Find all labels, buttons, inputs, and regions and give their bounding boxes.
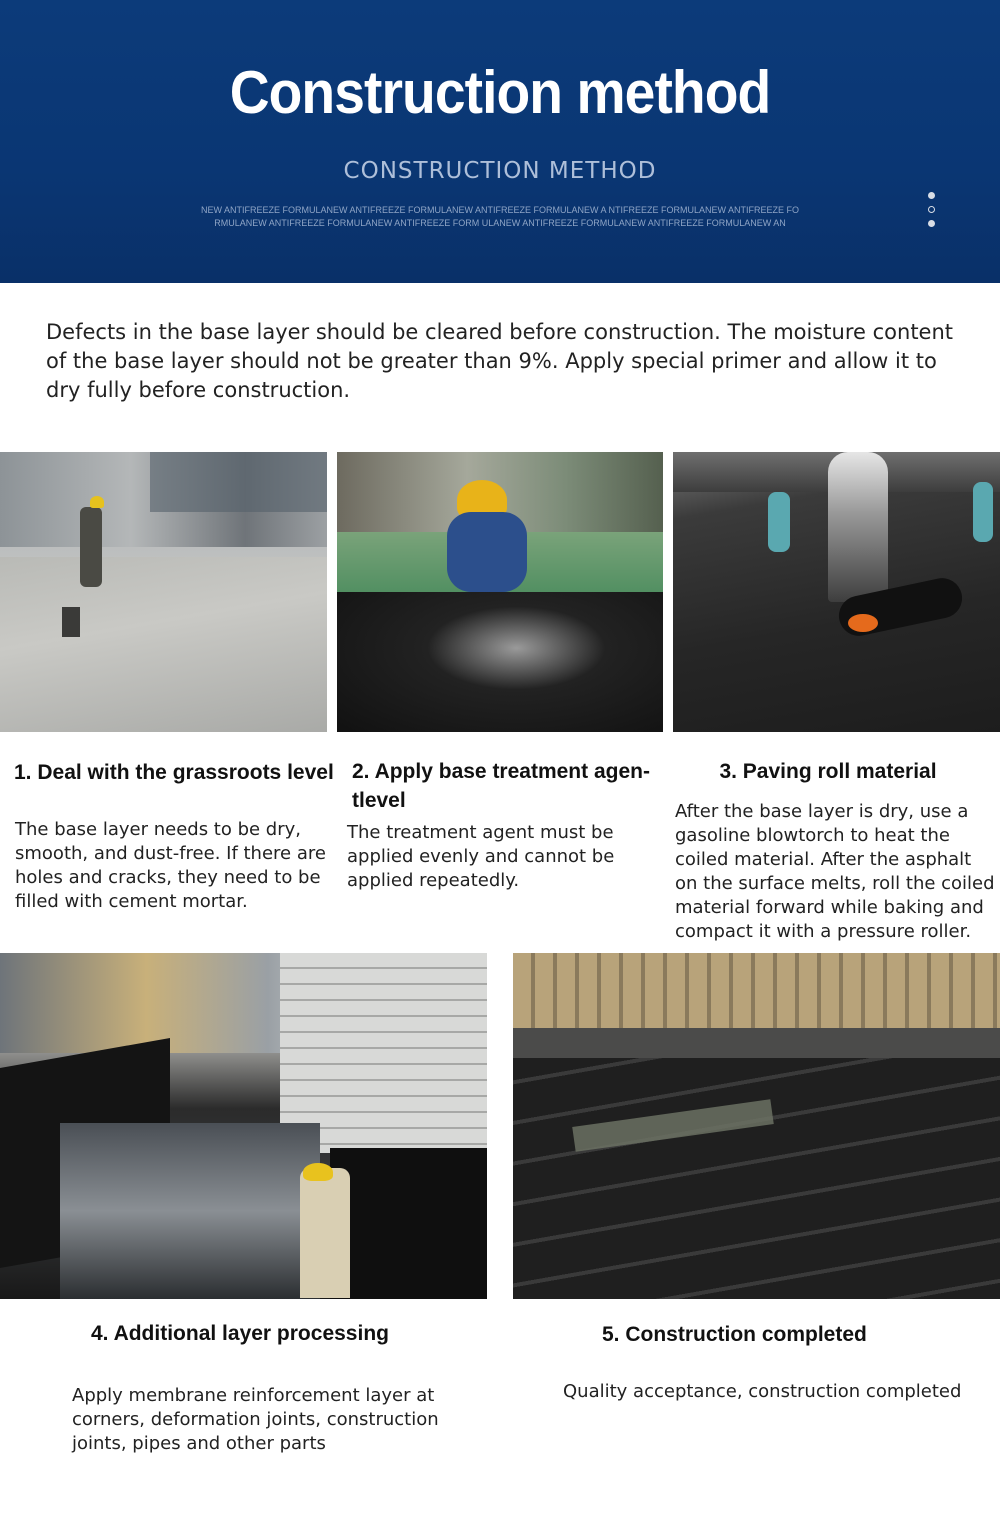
step-4-photo <box>0 953 487 1299</box>
page-subtitle: CONSTRUCTION METHOD <box>343 158 657 184</box>
step-4-title: 4. Additional layer processing <box>91 1322 389 1345</box>
step-2-photo <box>337 452 663 732</box>
banner-fine-print: NEW ANTIFREEZE FORMULANEW ANTIFREEZE FORMULANEW ANTIFREEZE FORMULANEW A NTIFREEZE FORMULANEW ANTIFREEZE FORMULANEW ANTIFREEZE FORMULANEW ANTIFREEZE FORM ULANEW ANTIFREEZE FORMULANEW ANTIFREEZE FORMULANEW AN <box>200 205 800 228</box>
step-2-text: The treatment agent must be applied evenly and cannot be applied repeatedly. <box>347 822 615 891</box>
step-3-photo <box>673 452 1000 732</box>
dot-icon <box>928 206 935 213</box>
step-3-title: 3. Paving roll material <box>719 760 937 783</box>
step-1-text: The base layer needs to be dry, smooth, and dust-free. If there are holes and cracks, they need to be filled with cement mortar. <box>15 819 326 912</box>
step-5-title: 5. Construction completed <box>602 1323 867 1346</box>
step-1-title: 1. Deal with the grassroots level <box>14 761 334 784</box>
step-1-photo <box>0 452 327 732</box>
step-4-text: Apply membrane reinforcement layer at corners, deformation joints, construction joints, pipes and other parts <box>72 1385 439 1454</box>
page-title: Construction method <box>229 59 771 126</box>
pagination-dots <box>928 192 940 234</box>
dot-icon <box>928 220 935 227</box>
step-5-photo <box>513 953 1000 1299</box>
intro-paragraph: Defects in the base layer should be cleared before construction. The moisture content of the base layer should not be greater than 9%. Apply special primer and allow it to dry fully before construction. <box>46 320 954 402</box>
header-banner <box>0 0 1000 283</box>
step-5-text: Quality acceptance, construction completed <box>563 1381 962 1402</box>
dot-icon <box>928 192 935 199</box>
step-2-title: 2. Apply base treatment agen-tlevel <box>352 760 650 812</box>
step-3-text: After the base layer is dry, use a gasoline blowtorch to heat the coiled material. After the asphalt on the surface melts, roll the coiled material forward while baking and compact it with a pressure roller. <box>675 801 995 942</box>
